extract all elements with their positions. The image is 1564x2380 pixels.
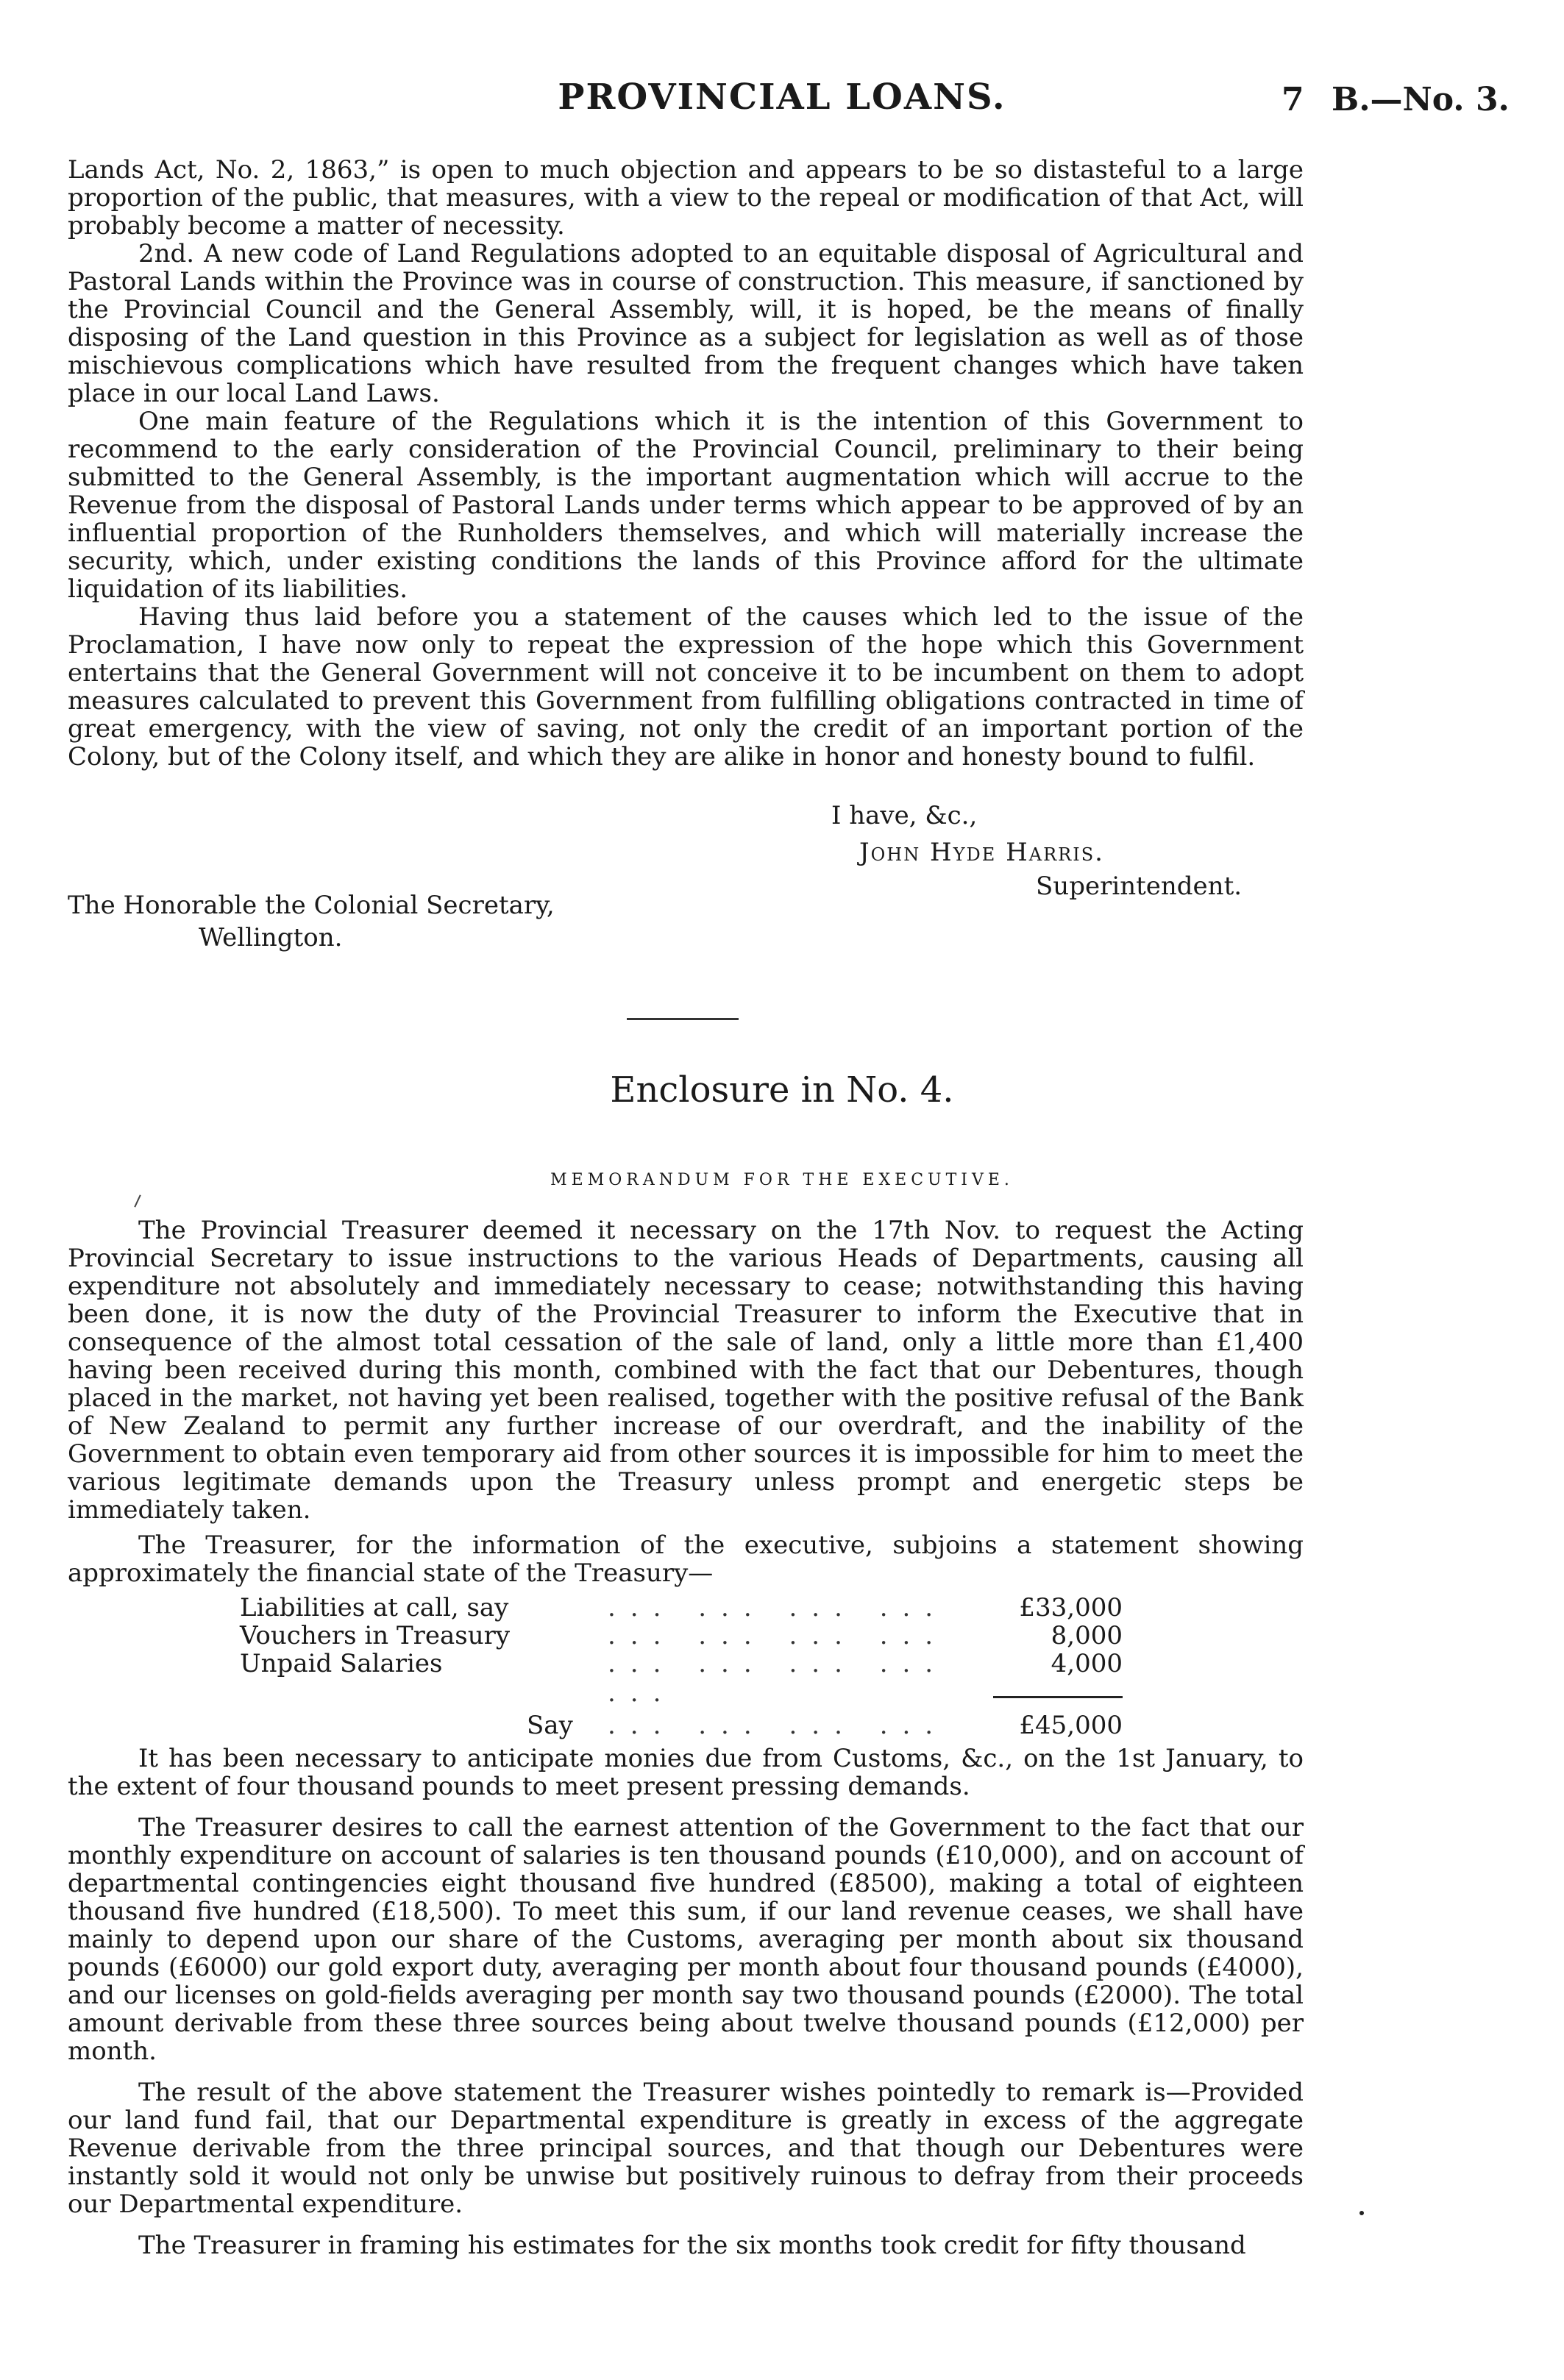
margin-dot <box>1359 2211 1364 2215</box>
addressee-line-2: Wellington. <box>199 923 343 952</box>
leader-dots: ... ... ... ... ... <box>608 1649 948 1708</box>
memorandum-title: MEMORANDUM FOR THE EXECUTIVE. <box>550 1171 1014 1189</box>
memo-paragraph: The Treasurer in framing his estimates for the six months took credit for fifty thousand <box>138 2231 1246 2260</box>
memo-paragraph: The result of the above statement the Treasurer wishes pointedly to remark is—Provided our land fund fail, that our Departmental expenditure is greatly in excess of the aggregate Revenue derivable from the three principal sources, and that though our Debentures were instantly sold it would not only be unwise but positively ruinous to defray from their proceeds our Departmental expenditure. <box>68 2078 1304 2219</box>
page-header-title: PROVINCIAL LOANS. <box>558 76 1006 118</box>
memo-continued <box>68 1745 1304 2259</box>
row-amount: 4,000 <box>1051 1649 1123 1678</box>
row-label: Vouchers in Treasury <box>240 1621 511 1650</box>
signatory-title: Superintendent. <box>1036 872 1243 901</box>
row-label: Liabilities at call, say <box>240 1593 509 1622</box>
table-row <box>240 1593 1123 1621</box>
leader-dots: ... ... ... ... <box>608 1593 948 1622</box>
addressee-line-1: The Honorable the Colonial Secretary, <box>68 891 555 920</box>
table-row <box>240 1649 1123 1708</box>
memo-paragraph: It has been necessary to anticipate monies due from Customs, &c., on the 1st January, to the extent of four thousand pounds to meet present pressing demands. <box>68 1744 1304 1801</box>
pencil-tick-mark <box>134 1194 141 1207</box>
row-amount: £33,000 <box>1019 1593 1123 1622</box>
leader-dots: ... ... ... ... <box>608 1711 948 1740</box>
letter-closing: I have, &c., <box>831 801 978 830</box>
sum-rule <box>993 1696 1123 1698</box>
row-amount: 8,000 <box>1051 1621 1123 1650</box>
statement-intro: The Treasurer, for the information of the executive, subjoins a statement showing approximately the financial state of the Treasury— <box>68 1531 1304 1588</box>
letter-body <box>68 156 1304 771</box>
total-amount: £45,000 <box>1019 1711 1123 1740</box>
page-number: 7 <box>1282 81 1304 118</box>
section-divider <box>627 1018 739 1020</box>
treasury-statement-table <box>240 1593 1123 1755</box>
letter-paragraph: Lands Act, No. 2, 1863,” is open to much objection and appears to be so distasteful to a large proportion of the public, that measures, with a view to the repeal or modification of that Act, will probably become a matter of necessity. <box>68 155 1304 241</box>
memo-paragraph: The Provincial Treasurer deemed it necessary on the 17th Nov. to request the Acting Provincial Secretary to issue instructions to the various Heads of Departments, causing all expenditure not absolutely and immediately necessary to cease; notwithstanding this having been done, it is now the duty of the Provincial Treasurer to inform the Executive that in consequence of the almost total cessation of the sale of land, only a little more than £1,400 having been received during this month, combined with the fact that our Debentures, though placed in the market, not having yet been realised, together with the positive refusal of the Bank of New Zealand to permit any further increase of our overdraft, and the inability of the Government to obtain even temporary aid from other sources it is impossible for him to meet the various legitimate demands upon the Treasury unless prompt and energetic steps be immediately taken. <box>68 1216 1304 1525</box>
enclosure-title: Enclosure in No. 4. <box>610 1069 954 1111</box>
letter-paragraph: Having thus laid before you a statement of the causes which led to the issue of the Proclamation, I have now only to repeat the expression of the hope which this Government entertains that the General Government will not conceive it to be incumbent on them to adopt measures calculated to prevent this Government from fulfilling obligations contracted in time of great emergency, with the view of saving, not only the credit of an important portion of the Colony, but of the Colony itself, and which they are alike in honor and honesty bound to fulfil. <box>68 602 1304 772</box>
document-reference: B.—No. 3. <box>1332 81 1510 118</box>
leader-dots: ... ... ... ... <box>608 1621 948 1650</box>
signatory-name: John Hyde Harris. <box>859 838 1104 867</box>
letter-paragraph: One main feature of the Regulations which it is the intention of this Government to recommend to the early consideration of the Provincial Council, preliminary to their being submitted to the General Assembly, is the important augmentation which will accrue to the Revenue from the disposal of Pastoral Lands under terms which appear to be approved of by an influential proportion of the Runholders themselves, and which will materially increase the security, which, under existing conditions the lands of this Province afford for the ultimate liquidation of its liabilities. <box>68 407 1304 604</box>
memo-intro <box>68 1216 1304 1587</box>
memo-paragraph: The Treasurer desires to call the earnest attention of the Government to the fact that our monthly expenditure on account of salaries is ten thousand pounds (£10,000), and on account of departmental contingencies eight thousand five hundred (£8500), making a total of eighteen thousand five hundred (£18,500). To meet this sum, if our land revenue ceases, we shall have mainly to depend upon our share of the Customs, averaging per month about six thousand pounds (£6000) our gold export duty, averaging per month about four thousand pounds (£4000), and our licenses on gold-fields averaging per month say two thousand pounds (£2000). The total amount derivable from these three sources being about twelve thousand pounds (£12,000) per month. <box>68 1813 1304 2066</box>
table-row <box>240 1621 1123 1649</box>
letter-paragraph: 2nd. A new code of Land Regulations adopted to an equitable disposal of Agricultural and Pastoral Lands within the Province was in course of construction. This measure, if sanctioned by the Provincial Council and the General Assembly, will, it is hoped, be the means of finally disposing of the Land question in this Province as a subject for legislation as well as of those mischievous complications which have resulted from the frequent changes which have taken place in our local Land Laws. <box>68 239 1304 408</box>
total-row <box>240 1711 1123 1739</box>
row-label: Unpaid Salaries <box>240 1649 443 1678</box>
total-label: Say <box>527 1711 573 1740</box>
